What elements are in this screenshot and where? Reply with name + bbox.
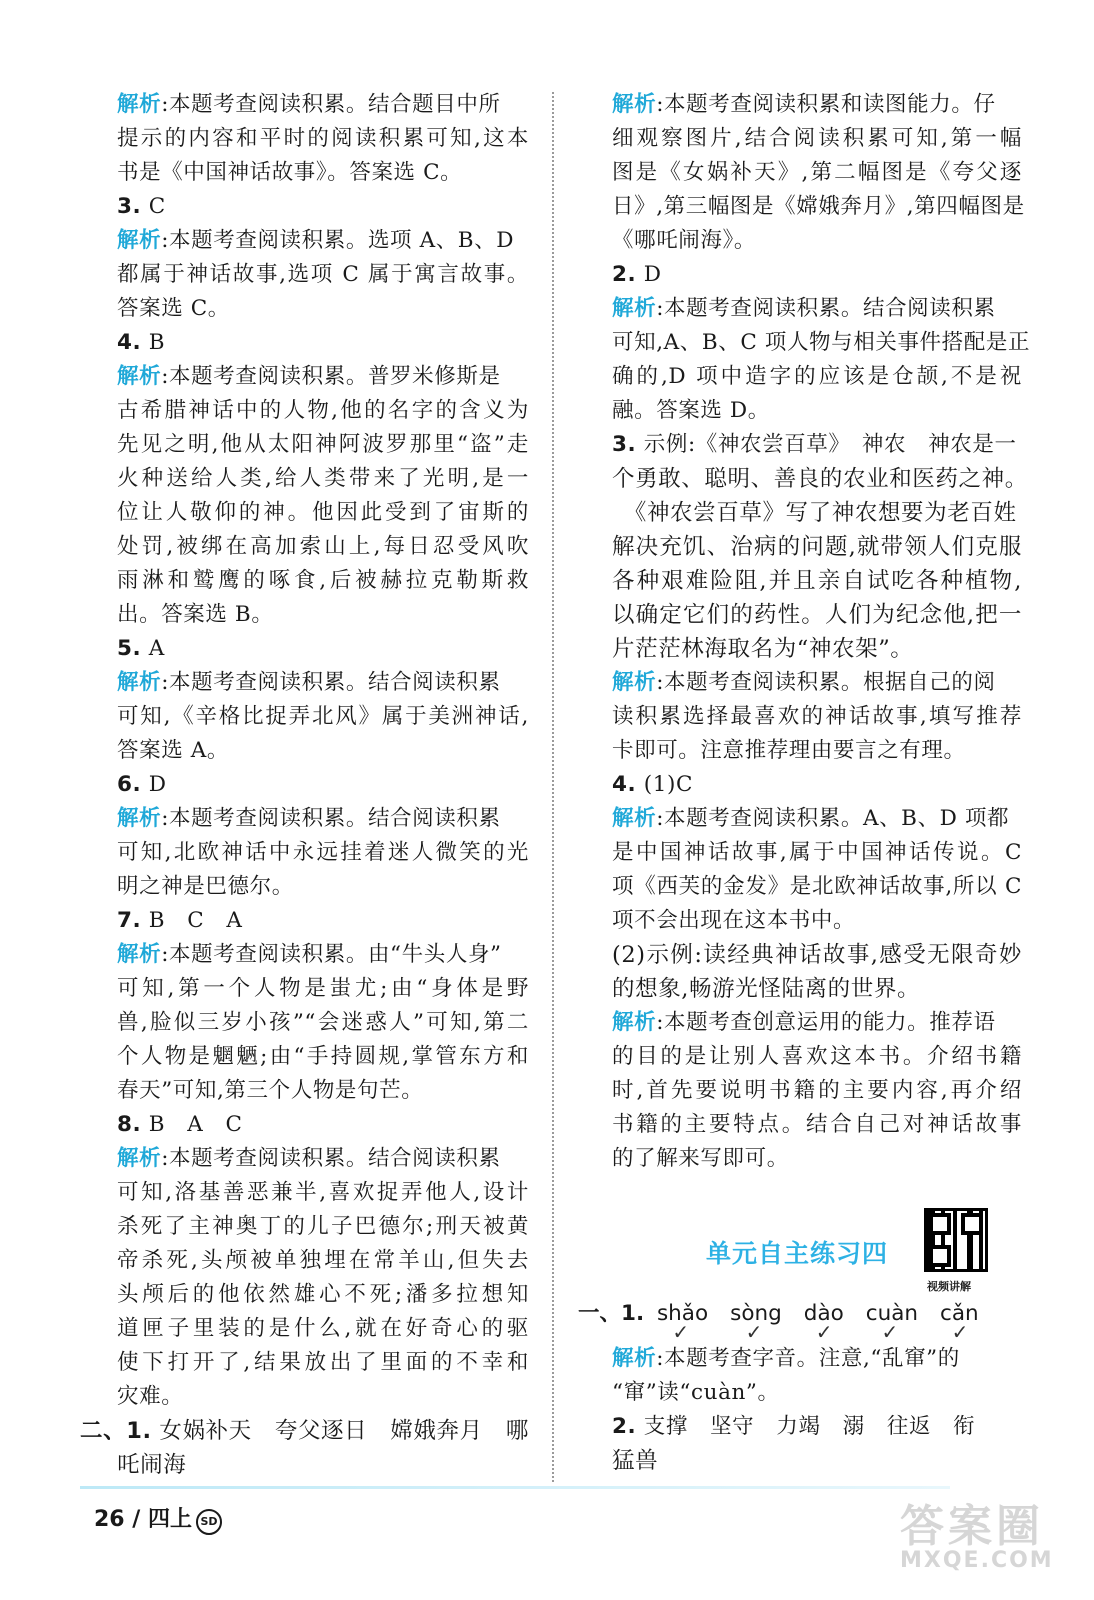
watermark-url: MXQE.COM — [900, 1548, 1054, 1573]
analysis-tag: 解析 — [612, 1346, 657, 1371]
text-line: 灾难。 — [117, 1384, 184, 1409]
text-line: 融。答案选 D。 — [612, 398, 770, 423]
answer-line — [117, 326, 529, 360]
analysis-line — [117, 1142, 529, 1176]
analysis-line — [612, 1006, 1022, 1040]
analysis-tag: 解析 — [117, 364, 162, 389]
analysis-tag: 解析 — [117, 228, 162, 253]
text-line: 可知,《辛格比捉弄北风》属于美洲神话, — [117, 704, 529, 729]
question-number: 7. — [117, 908, 142, 933]
answer-text: A — [141, 636, 165, 661]
answer-text: B A C — [141, 1112, 243, 1137]
answer-line — [612, 428, 1022, 462]
question-number: 5. — [117, 636, 142, 661]
right-column — [612, 88, 1031, 1176]
text-line: 书籍的主要特点。结合自己对神话故事 — [612, 1112, 1022, 1137]
text-line: 兽,脸似三岁小孩”“会迷惑人”可知,第二 — [117, 1010, 529, 1035]
analysis-text: :本题考查阅读积累。结合阅读积累 — [656, 296, 996, 321]
analysis-tag: 解析 — [117, 1146, 162, 1171]
text-line: 个人物是魍魉;由“手持圆规,掌管东方和 — [117, 1044, 529, 1069]
analysis-tag: 解析 — [117, 942, 162, 967]
page-footer — [94, 1502, 222, 1535]
analysis-text: :本题考查阅读积累。根据自己的阅 — [656, 670, 996, 695]
answer-text: 示例:《神农尝百草》 神农 神农是一 — [636, 432, 1017, 457]
answer-line — [612, 768, 1022, 802]
analysis-line — [612, 666, 1022, 700]
text-line: 吒闹海 — [117, 1452, 187, 1478]
analysis-text: :本题考查阅读积累和读图能力。仔 — [656, 92, 996, 117]
footer-rule — [80, 1486, 950, 1489]
text-line: 的了解来写即可。 — [612, 1146, 789, 1171]
question-number: 4. — [612, 772, 637, 797]
analysis-line — [117, 224, 529, 258]
text-line: 先见之明,他从太阳神阿波罗那里“盗”走 — [117, 432, 529, 457]
sd-badge-icon: SD — [196, 1509, 222, 1535]
text-line: 可知,北欧神话中永远挂着迷人微笑的光 — [117, 840, 529, 865]
analysis-line — [612, 88, 1022, 122]
analysis-text: :本题考查阅读积累。普罗米修斯是 — [161, 364, 501, 389]
text-line: 可知,A、B、C 项人物与相关事件搭配是正 — [612, 330, 1031, 355]
analysis-text: :本题考查阅读积累。结合阅读积累 — [161, 670, 501, 695]
qr-caption: 视频讲解 — [927, 1280, 971, 1293]
answer-text: C — [141, 194, 166, 219]
question-number: 2. — [612, 262, 637, 287]
text-line: 解决充饥、治病的问题,就带领人们克服 — [612, 534, 1022, 560]
text-line: 可知,第一个人物是蚩尤;由“身体是野 — [117, 976, 529, 1001]
analysis-tag: 解析 — [117, 670, 162, 695]
text-line: 日》,第三幅图是《嫦娥奔月》,第四幅图是 — [612, 194, 1025, 219]
pinyin-answers — [578, 1296, 1001, 1336]
text-line: 确的,D 项中造字的应该是仓颉,不是祝 — [612, 364, 1022, 389]
analysis-line — [117, 938, 529, 972]
text-line: 雨淋和鹫鹰的啄食,后被赫拉克勒斯救 — [117, 568, 529, 593]
analysis-line — [117, 802, 529, 836]
text-line: 项《西芙的金发》是北欧神话故事,所以 C — [612, 874, 1022, 899]
analysis-tag: 解析 — [612, 670, 657, 695]
analysis-line — [612, 292, 1022, 326]
text-line: 头颅后的他依然雄心不死;潘多拉想知 — [117, 1282, 529, 1307]
column-divider — [552, 92, 554, 1482]
answer-text: 支撑 坚守 力竭 溺 往返 衔 — [636, 1414, 976, 1439]
answer-line — [80, 1414, 529, 1448]
analysis-tag: 解析 — [612, 92, 657, 117]
analysis-text: :本题考查阅读积累。A、B、D 项都 — [656, 806, 1010, 831]
question-number: 一、1. — [578, 1301, 645, 1326]
text-line: 项不会出现在这本书中。 — [612, 908, 856, 933]
analysis-text: :本题考查阅读积累。由“牛头人身” — [161, 942, 502, 967]
answer-line — [117, 1108, 529, 1142]
answer-line — [117, 632, 529, 666]
text-line: 杀死了主神奥丁的儿子巴德尔;刑天被黄 — [117, 1214, 529, 1239]
pinyin-item: shǎo ✓ — [657, 1296, 708, 1332]
answer-text: D — [141, 772, 167, 797]
text-line: 春天”可知,第三个人物是句芒。 — [117, 1078, 424, 1103]
answer-text: D — [636, 262, 662, 287]
answer-line — [612, 1410, 1022, 1444]
watermark-text: 答案圈 — [900, 1501, 1044, 1552]
text-line: 各种艰难险阻,并且亲自试吃各种植物, — [612, 568, 1022, 594]
analysis-line — [117, 360, 529, 394]
pinyin-item: cuàn ✓ — [866, 1296, 918, 1332]
text-line: 的想象,畅游光怪陆离的世界。 — [612, 976, 921, 1002]
text-line: 《哪吒闹海》。 — [612, 228, 756, 253]
text-line: 提示的内容和平时的阅读积累可知,这本 — [117, 126, 529, 151]
text-line: 图是《女娲补天》,第二幅图是《夸父逐 — [612, 160, 1022, 185]
text-line: 以确定它们的药性。人们为纪念他,把一 — [612, 602, 1022, 628]
pinyin-item: dào ✓ — [804, 1296, 844, 1332]
analysis-text: :本题考查阅读积累。选项 A、B、D — [161, 228, 515, 253]
answer-text: B C A — [141, 908, 243, 933]
text-line: 猛兽 — [612, 1448, 659, 1474]
text-line: 卡即可。注意推荐理由要言之有理。 — [612, 738, 966, 763]
text-line: “窜”读“cuàn”。 — [612, 1380, 780, 1405]
footer-separator: / — [124, 1507, 148, 1532]
answer-line — [612, 258, 1022, 292]
text-line: 位让人敬仰的神。他因此受到了宙斯的 — [117, 500, 529, 525]
qr-code-icon[interactable] — [924, 1208, 988, 1272]
question-number: 3. — [117, 194, 142, 219]
answer-line — [117, 904, 529, 938]
analysis-line — [117, 88, 529, 122]
watermark-logo — [900, 1490, 1070, 1590]
analysis-line — [612, 802, 1022, 836]
analysis-tag: 解析 — [117, 806, 162, 831]
question-number: 二、1. — [80, 1418, 152, 1444]
grade-label: 四上 — [147, 1507, 192, 1532]
text-line: 时,首先要说明书籍的主要内容,再介绍 — [612, 1078, 1022, 1103]
analysis-tag: 解析 — [612, 806, 657, 831]
text-line: 都属于神话故事,选项 C 属于寓言故事。 — [117, 262, 529, 287]
question-number: 2. — [612, 1414, 637, 1439]
text-line: 《神农尝百草》写了神农想要为老百姓 — [612, 500, 1017, 526]
analysis-text: :本题考查阅读积累。结合题目中所 — [161, 92, 501, 117]
page-number: 26 — [94, 1507, 125, 1532]
question-number: 4. — [117, 330, 142, 355]
left-column — [80, 88, 529, 1482]
analysis-tag: 解析 — [117, 92, 162, 117]
text-line: 明之神是巴德尔。 — [117, 874, 294, 899]
analysis-tag: 解析 — [612, 296, 657, 321]
text-line: 古希腊神话中的人物,他的名字的含义为 — [117, 398, 529, 423]
text-line: 处罚,被绑在高加索山上,每日忍受风吹 — [117, 534, 529, 559]
text-line: 帝杀死,头颅被单独埋在常羊山,但失去 — [117, 1248, 529, 1273]
question-number: 3. — [612, 432, 637, 457]
analysis-text: :本题考查阅读积累。结合阅读积累 — [161, 806, 501, 831]
text-line: 答案选 A。 — [117, 738, 229, 763]
analysis-text: :本题考查字音。注意,“乱窜”的 — [656, 1346, 960, 1371]
answer-text: (1)C — [636, 772, 694, 797]
analysis-line — [612, 1342, 1022, 1376]
question-number: 8. — [117, 1112, 142, 1137]
text-line: 道匣子里装的是什么,就在好奇心的驱 — [117, 1316, 529, 1341]
text-line: (2)示例:读经典神话故事,感受无限奇妙 — [612, 942, 1022, 968]
text-line: 可知,洛基善恶兼半,喜欢捉弄他人,设计 — [117, 1180, 529, 1205]
text-line: 出。答案选 B。 — [117, 602, 274, 627]
question-number: 6. — [117, 772, 142, 797]
analysis-tag: 解析 — [612, 1010, 657, 1035]
answer-line — [117, 768, 529, 802]
pinyin-item: cǎn ✓ — [940, 1296, 979, 1332]
text-line: 读积累选择最喜欢的神话故事,填写推荐 — [612, 704, 1022, 729]
text-line: 个勇敢、聪明、善良的农业和医药之神。 — [612, 466, 1028, 492]
text-line: 的目的是让别人喜欢这本书。介绍书籍 — [612, 1044, 1022, 1069]
text-line: 书是《中国神话故事》。答案选 C。 — [117, 160, 463, 185]
text-line: 片茫茫林海取名为“神农架”。 — [612, 636, 914, 662]
pinyin-item: sòng ✓ — [730, 1296, 782, 1332]
analysis-line — [117, 666, 529, 700]
analysis-text: :本题考查创意运用的能力。推荐语 — [656, 1010, 996, 1035]
text-line: 火种送给人类,给人类带来了光明,是一 — [117, 466, 529, 491]
section-title: 单元自主练习四 — [706, 1239, 889, 1268]
right-column-tail — [612, 1342, 1022, 1478]
answer-text: B — [141, 330, 166, 355]
answer-text: 女娲补天 夸父逐日 嫦娥奔月 哪 — [151, 1418, 529, 1444]
text-line: 是中国神话故事,属于中国神话传说。C — [612, 840, 1022, 865]
analysis-text: :本题考查阅读积累。结合阅读积累 — [161, 1146, 501, 1171]
text-line: 答案选 C。 — [117, 296, 230, 321]
answer-line — [117, 190, 529, 224]
text-line: 使下打开了,结果放出了里面的不幸和 — [117, 1350, 529, 1375]
text-line: 细观察图片,结合阅读积累可知,第一幅 — [612, 126, 1022, 151]
